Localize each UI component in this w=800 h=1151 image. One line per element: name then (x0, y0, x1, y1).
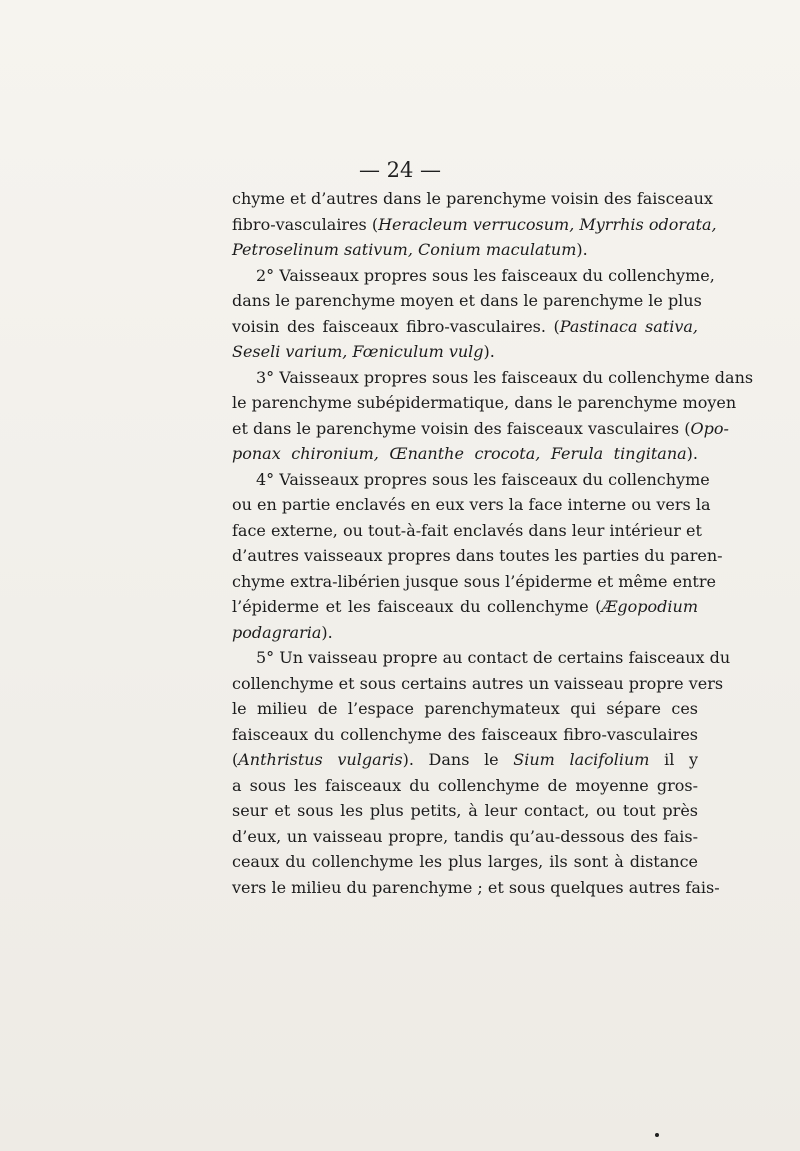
text-line: seur et sous les plus petits, à leur contact, ou tout près (232, 801, 698, 820)
text-line: et dans le parenchyme voisin des faisceaux vasculaires (Opo- (232, 418, 729, 438)
text-line: face externe, ou tout-à-fait enclavés dans leur intérieur et (232, 520, 702, 540)
ink-speck (655, 1133, 659, 1137)
text-line: chyme extra-libérien jusque sous l’épiderme et même entre (232, 571, 716, 591)
text-line: fibro-vasculaires (Heracleum verrucosum, Myrrhis odorata, (232, 214, 717, 234)
text-line: 5° Un vaisseau propre au contact de certains faisceaux du (256, 648, 731, 667)
text-line: collenchyme et sous certains autres un vaisseau propre vers (232, 673, 724, 693)
text-line: le parenchyme subépidermatique, dans le parenchyme moyen (232, 393, 737, 412)
text-line: 4° Vaisseaux propres sous les faisceaux du collenchyme (256, 469, 710, 489)
text-line: chyme et d’autres dans le parenchyme voisin des faisceaux (232, 189, 713, 208)
text-line: faisceaux du collenchyme des faisceaux fibro-vasculaires (232, 724, 698, 744)
text-line: ponax chironium, Œnanthe crocota, Ferula tingitana). (232, 444, 698, 463)
text-line: Seseli varium, Fœniculum vulg). (232, 342, 495, 361)
text-line: dans le parenchyme moyen et dans le parenchyme le plus (232, 291, 702, 310)
text-line: ou en partie enclavés en eux vers la face interne ou vers la (232, 495, 711, 514)
text-line: (Anthristus vulgaris). Dans le Sium lacifolium il y (232, 750, 698, 769)
text-line: 2° Vaisseaux propres sous les faisceaux du collenchyme, (256, 265, 715, 285)
text-line: Petroselinum sativum, Conium maculatum). (232, 240, 588, 259)
text-line: d’autres vaisseaux propres dans toutes les parties du paren- (232, 546, 723, 565)
body-text (232, 186, 754, 900)
text-line: vers le milieu du parenchyme ; et sous quelques autres fais- (232, 877, 720, 897)
text-line: 3° Vaisseaux propres sous les faisceaux du collenchyme dans (256, 367, 754, 387)
text-line: voisin des faisceaux fibro-vasculaires. (Pastinaca sativa, (232, 316, 699, 336)
text-line: a sous les faisceaux du collenchyme de moyenne gros- (232, 775, 698, 795)
text-line: podagraria). (232, 622, 333, 642)
text-line: d’eux, un vaisseau propre, tandis qu’au-dessous des fais- (232, 826, 698, 846)
page-number: — 24 — (358, 158, 442, 182)
text-line: ceaux du collenchyme les plus larges, ils sont à distance (232, 852, 698, 871)
text-line: l’épiderme et les faisceaux du collenchyme (Ægopodium (232, 597, 698, 616)
text-line: le milieu de l’espace parenchymateux qui sépare ces (232, 699, 698, 718)
